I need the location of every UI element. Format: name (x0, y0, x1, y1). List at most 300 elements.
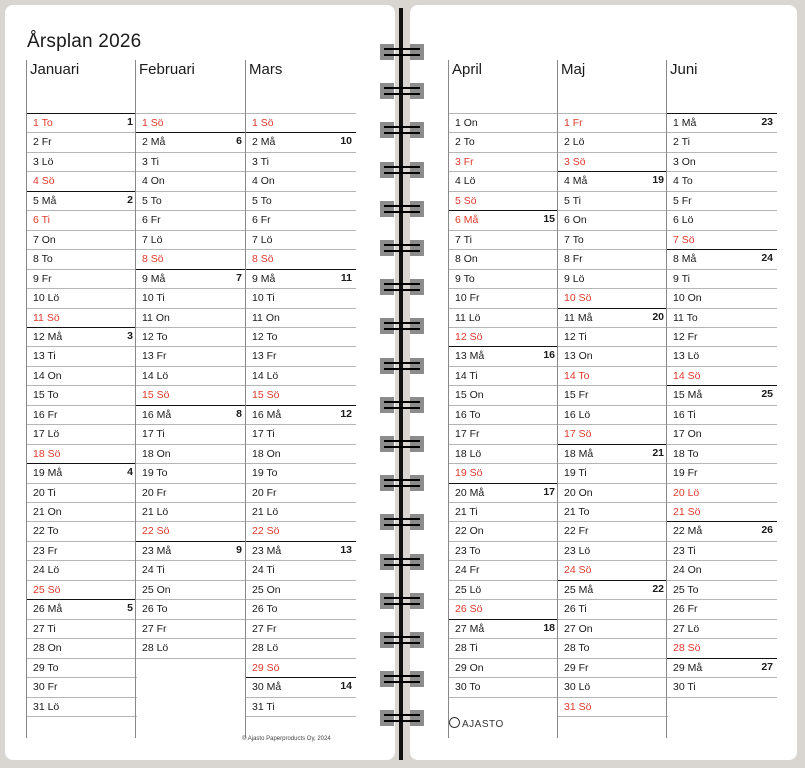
day-label: 26 Ti (564, 603, 587, 616)
day-row (449, 230, 559, 249)
day-label: 11 To (673, 311, 698, 324)
ring-wire (384, 564, 420, 566)
day-label: 5 Sö (455, 194, 477, 207)
day-row (558, 132, 668, 151)
month-column-mars (245, 60, 356, 738)
day-label: 7 Ti (455, 233, 472, 246)
week-number: 15 (543, 213, 555, 226)
day-label: 2 Fr (33, 136, 52, 149)
day-label: 20 Ti (33, 486, 56, 499)
day-row (558, 697, 668, 716)
week-number: 16 (543, 349, 555, 362)
day-row (246, 638, 356, 657)
day-label: 23 Må (252, 544, 282, 557)
day-row (558, 463, 668, 482)
day-label: 25 Sö (33, 583, 61, 596)
day-label: 4 On (252, 175, 275, 188)
day-label: 2 Må (252, 136, 276, 149)
day-row (558, 638, 668, 657)
day-label: 9 Må (252, 272, 276, 285)
day-row (27, 541, 137, 560)
day-label: 5 To (252, 194, 272, 207)
day-label: 17 On (673, 428, 702, 441)
day-label: 17 Sö (564, 428, 592, 441)
day-row (136, 230, 246, 249)
week-number: 27 (761, 660, 773, 673)
day-label: 15 Sö (252, 389, 280, 402)
week-number: 23 (761, 116, 773, 128)
day-label: 29 Sö (252, 661, 280, 674)
day-row (27, 288, 137, 307)
day-row (667, 171, 777, 190)
day-row (667, 385, 777, 404)
ring-wire (384, 289, 420, 291)
day-row (246, 599, 356, 618)
column-end-line (667, 697, 777, 698)
week-number: 17 (543, 485, 555, 498)
day-label: 3 Fr (455, 155, 474, 168)
binding-ring (380, 279, 424, 295)
day-row (27, 483, 137, 502)
day-label: 5 Må (33, 194, 57, 207)
month-name: Mars (249, 61, 283, 78)
day-label: 9 Lö (564, 272, 585, 285)
day-row (246, 171, 356, 190)
ring-hole-right (410, 279, 424, 295)
day-row (246, 502, 356, 521)
day-row (558, 171, 668, 190)
day-label: 20 On (564, 486, 593, 499)
month-column-april (448, 60, 559, 738)
day-row (246, 483, 356, 502)
day-row (667, 502, 777, 521)
day-label: 21 On (33, 506, 62, 518)
day-row (136, 132, 246, 151)
day-row (136, 191, 246, 210)
day-label: 29 To (33, 661, 59, 674)
day-label: 9 Fr (33, 272, 52, 285)
binding-ring (380, 240, 424, 256)
day-label: 26 Sö (455, 603, 483, 616)
day-label: 22 Må (673, 525, 703, 538)
month-name: Januari (30, 61, 80, 78)
day-label: 14 Ti (455, 369, 478, 382)
day-label: 16 Fr (33, 408, 58, 421)
day-row (136, 288, 246, 307)
day-label: 25 Må (564, 583, 594, 596)
page-title: Årsplan 2026 (27, 31, 142, 52)
day-row (246, 210, 356, 229)
day-label: 6 Må (455, 214, 479, 227)
day-label: 14 Lö (142, 369, 169, 382)
ring-hole-right (410, 44, 424, 60)
day-row (667, 580, 777, 599)
day-label: 17 Ti (142, 428, 165, 441)
day-row (558, 599, 668, 618)
day-row (136, 599, 246, 618)
week-number: 3 (127, 329, 133, 342)
day-row (136, 580, 246, 599)
day-label: 21 Sö (673, 506, 701, 518)
day-row (27, 385, 137, 404)
week-number: 9 (236, 543, 242, 556)
day-row (449, 444, 559, 463)
logo-text: AJASTO (462, 719, 504, 730)
day-row (449, 677, 559, 696)
day-label: 24 Lö (33, 564, 60, 577)
day-label: 16 To (455, 408, 481, 421)
day-row (136, 249, 246, 268)
column-end-line (449, 697, 559, 698)
day-row (136, 541, 246, 560)
ring-wire (384, 636, 420, 638)
week-number: 20 (652, 310, 664, 323)
day-row (246, 366, 356, 385)
day-row (558, 619, 668, 638)
day-label: 18 On (252, 447, 281, 460)
day-label: 13 Må (455, 350, 485, 363)
ring-hole-right (410, 240, 424, 256)
week-number: 25 (761, 388, 773, 401)
day-row (246, 619, 356, 638)
ring-hole-left (380, 201, 394, 217)
day-label: 19 Fr (673, 467, 698, 480)
ring-hole-left (380, 162, 394, 178)
day-label: 24 Fr (455, 564, 480, 577)
day-label: 27 Ti (33, 622, 56, 635)
binding-ring (380, 83, 424, 99)
ring-hole-right (410, 514, 424, 530)
day-label: 17 Fr (455, 428, 480, 441)
ring-wire (384, 54, 420, 56)
ring-hole-right (410, 475, 424, 491)
ring-hole-left (380, 514, 394, 530)
binding-ring (380, 554, 424, 570)
day-row (27, 308, 137, 327)
week-number: 14 (340, 680, 352, 693)
day-label: 16 Må (142, 408, 172, 421)
month-column-juni (666, 60, 777, 738)
ring-hole-right (410, 593, 424, 609)
day-label: 8 Fr (564, 253, 583, 266)
day-row (558, 444, 668, 463)
day-row (667, 463, 777, 482)
day-label: 31 Lö (33, 700, 60, 713)
day-label: 31 Ti (252, 700, 275, 713)
ring-hole-left (380, 632, 394, 648)
day-row (136, 638, 246, 657)
day-row (449, 308, 559, 327)
ring-hole-left (380, 358, 394, 374)
day-row (667, 210, 777, 229)
ring-wire (384, 211, 420, 213)
day-label: 22 Sö (252, 525, 280, 538)
brand-logo (449, 717, 504, 730)
day-row (27, 191, 137, 210)
day-row (558, 327, 668, 346)
day-label: 10 Fr (455, 292, 480, 305)
week-number: 24 (761, 252, 773, 265)
day-row (27, 599, 137, 618)
day-row (449, 346, 559, 365)
ring-hole-left (380, 710, 394, 726)
day-label: 18 Sö (33, 447, 61, 460)
day-label: 6 Fr (142, 214, 161, 227)
ring-hole-left (380, 397, 394, 413)
ring-wire (384, 401, 420, 403)
day-row (449, 152, 559, 171)
day-row (558, 658, 668, 677)
day-row (27, 424, 137, 443)
day-label: 14 To (564, 369, 590, 382)
day-row (27, 405, 137, 424)
binding-ring (380, 397, 424, 413)
day-label: 21 Lö (142, 506, 169, 518)
ring-wire (384, 172, 420, 174)
day-row (558, 191, 668, 210)
day-label: 30 To (455, 681, 481, 694)
day-row (667, 230, 777, 249)
day-label: 22 Fr (564, 525, 589, 538)
day-label: 28 Lö (142, 642, 169, 655)
ring-hole-left (380, 44, 394, 60)
month-name: Maj (561, 61, 586, 78)
ring-hole-right (410, 358, 424, 374)
ring-wire (384, 558, 420, 560)
ring-hole-right (410, 671, 424, 687)
day-label: 3 On (673, 155, 696, 168)
ring-wire (384, 485, 420, 487)
week-number: 6 (236, 135, 242, 148)
week-number: 19 (652, 174, 664, 187)
month-name: Juni (670, 61, 698, 78)
day-row (136, 521, 246, 540)
day-label: 12 To (252, 330, 278, 343)
day-label: 25 On (142, 583, 171, 596)
ring-wire (384, 524, 420, 526)
day-row (27, 113, 137, 132)
day-row (558, 560, 668, 579)
day-label: 7 Lö (142, 233, 163, 246)
day-row (136, 385, 246, 404)
day-label: 2 To (455, 136, 475, 149)
week-number: 7 (236, 271, 242, 284)
ring-hole-left (380, 436, 394, 452)
day-label: 20 Lö (673, 486, 700, 499)
day-row (558, 385, 668, 404)
day-label: 22 Sö (142, 525, 170, 538)
ring-wire (384, 407, 420, 409)
day-row (667, 288, 777, 307)
ring-hole-left (380, 122, 394, 138)
day-row (246, 230, 356, 249)
ring-wire (384, 603, 420, 605)
week-number: 18 (543, 621, 555, 634)
day-row (449, 638, 559, 657)
day-row (449, 541, 559, 560)
day-row (246, 405, 356, 424)
day-label: 8 Må (673, 253, 697, 266)
week-number: 22 (652, 582, 664, 595)
day-row (558, 677, 668, 696)
day-row (449, 599, 559, 618)
day-row (27, 152, 137, 171)
day-label: 25 On (252, 583, 281, 596)
binding-ring (380, 671, 424, 687)
day-label: 2 Må (142, 136, 166, 149)
day-row (246, 560, 356, 579)
day-row (136, 502, 246, 521)
binding-ring (380, 632, 424, 648)
day-label: 1 Fr (564, 117, 583, 129)
day-label: 21 Lö (252, 506, 279, 518)
day-row (558, 210, 668, 229)
day-row (449, 580, 559, 599)
day-label: 24 Ti (252, 564, 275, 577)
day-label: 9 To (455, 272, 475, 285)
day-row (136, 152, 246, 171)
day-label: 21 To (564, 506, 590, 518)
day-label: 27 Fr (252, 622, 277, 635)
binding-ring (380, 44, 424, 60)
day-label: 4 On (142, 175, 165, 188)
day-row (449, 249, 559, 268)
day-label: 28 On (33, 642, 62, 655)
day-label: 1 On (455, 117, 478, 129)
month-column-maj (557, 60, 668, 738)
day-row (246, 152, 356, 171)
day-label: 4 Må (564, 175, 588, 188)
ring-hole-right (410, 162, 424, 178)
ring-hole-right (410, 554, 424, 570)
day-label: 10 Lö (33, 292, 60, 305)
day-label: 7 Sö (673, 233, 695, 246)
day-row (667, 483, 777, 502)
day-row (27, 658, 137, 677)
logo-mark-icon (449, 717, 460, 728)
day-row (27, 132, 137, 151)
copyright-text: © Ajasto Paperproducts Oy, 2024 (242, 736, 331, 742)
day-label: 23 Må (142, 544, 172, 557)
week-number: 1 (127, 116, 133, 128)
day-label: 23 Ti (673, 544, 696, 557)
day-label: 3 Lö (33, 155, 54, 168)
day-row (27, 697, 137, 716)
ring-wire (384, 93, 420, 95)
day-row (246, 580, 356, 599)
ring-wire (384, 675, 420, 677)
day-row (558, 521, 668, 540)
day-row (27, 560, 137, 579)
day-row (449, 113, 559, 132)
day-label: 4 Sö (33, 175, 55, 188)
day-label: 30 Må (252, 681, 282, 694)
day-label: 12 To (142, 330, 168, 343)
ring-hole-left (380, 240, 394, 256)
day-row (27, 619, 137, 638)
ring-wire (384, 166, 420, 168)
day-label: 16 Ti (673, 408, 696, 421)
binding-ring (380, 201, 424, 217)
binding-ring (380, 318, 424, 334)
day-label: 28 Sö (673, 642, 701, 655)
day-label: 9 Ti (673, 272, 690, 285)
column-end-line (136, 658, 246, 659)
day-row (246, 385, 356, 404)
ring-wire (384, 250, 420, 252)
day-row (27, 327, 137, 346)
day-row (27, 502, 137, 521)
day-label: 5 To (142, 194, 162, 207)
day-row (449, 171, 559, 190)
day-row (667, 113, 777, 132)
day-label: 18 On (142, 447, 171, 460)
day-row (27, 580, 137, 599)
day-label: 10 Ti (142, 292, 165, 305)
day-label: 22 To (33, 525, 59, 538)
day-row (246, 132, 356, 151)
day-row (558, 502, 668, 521)
ring-wire (384, 642, 420, 644)
day-row (558, 541, 668, 560)
day-label: 16 Lö (564, 408, 591, 421)
day-row (558, 580, 668, 599)
day-label: 23 To (455, 544, 481, 557)
day-row (246, 541, 356, 560)
day-label: 7 To (564, 233, 584, 246)
day-label: 28 Lö (252, 642, 279, 655)
day-label: 18 Må (564, 447, 594, 460)
day-label: 22 On (455, 525, 484, 538)
month-column-januari (26, 60, 137, 738)
day-label: 8 To (33, 253, 53, 266)
ring-hole-left (380, 671, 394, 687)
day-row (667, 677, 777, 696)
day-label: 31 Sö (564, 700, 592, 713)
day-row (558, 288, 668, 307)
day-label: 17 Ti (252, 428, 275, 441)
day-row (449, 405, 559, 424)
day-row (558, 366, 668, 385)
day-row (27, 171, 137, 190)
ring-wire (384, 244, 420, 246)
day-row (246, 346, 356, 365)
ring-hole-left (380, 279, 394, 295)
day-label: 2 Ti (673, 136, 690, 149)
binding-ring (380, 358, 424, 374)
day-label: 27 Må (455, 622, 485, 635)
binding-ring (380, 514, 424, 530)
day-label: 29 On (455, 661, 484, 674)
day-row (136, 424, 246, 443)
day-row (667, 327, 777, 346)
ring-wire (384, 283, 420, 285)
day-row (136, 619, 246, 638)
day-row (667, 346, 777, 365)
day-label: 27 Fr (142, 622, 167, 635)
day-label: 11 Må (564, 311, 593, 324)
day-label: 1 Må (673, 117, 697, 129)
ring-wire (384, 48, 420, 50)
day-row (667, 560, 777, 579)
day-row (667, 599, 777, 618)
day-label: 13 On (564, 350, 593, 363)
ring-hole-right (410, 83, 424, 99)
week-number: 11 (340, 271, 352, 284)
ring-hole-left (380, 475, 394, 491)
day-row (667, 541, 777, 560)
day-label: 1 Sö (252, 117, 274, 129)
